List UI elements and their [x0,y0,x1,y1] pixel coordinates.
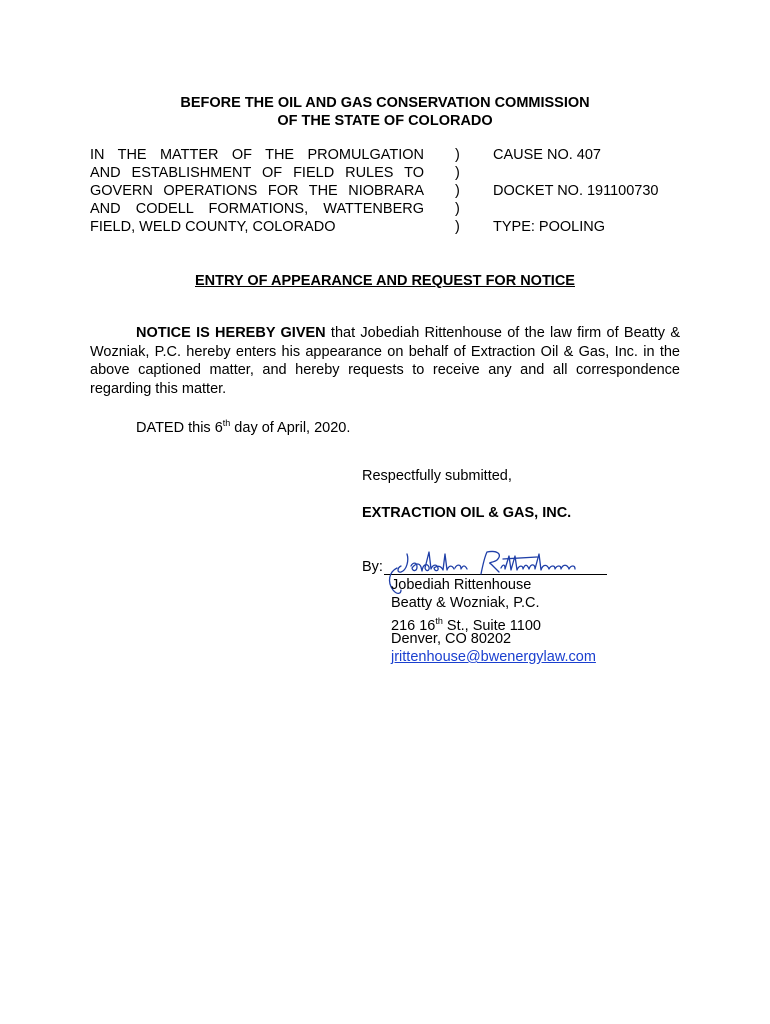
document-title: ENTRY OF APPEARANCE AND REQUEST FOR NOTICE [195,273,575,289]
dated-line [136,414,350,437]
matter-line: AND CODELL FORMATIONS, WATTENBERG [90,201,424,217]
state-heading: OF THE STATE OF COLORADO [277,113,493,129]
matter-line: FIELD, WELD COUNTY, COLORADO [90,219,336,235]
law-firm: Beatty & Wozniak, P.C. [391,595,540,611]
matter-line: IN THE MATTER OF THE PROMULGATION [90,147,424,163]
paren: ) [455,165,460,181]
dated-prefix: DATED this 6 [136,419,223,436]
attorney-name: Jobediah Rittenhouse [391,577,532,593]
email-link[interactable]: jrittenhouse@bwenergylaw.com [391,649,596,665]
dated-suffix: day of April, 2020. [230,419,351,436]
matter-caption [90,146,424,236]
street-ordinal: th [435,616,443,626]
paren: ) [455,201,460,217]
city-state-zip: Denver, CO 80202 [391,631,512,647]
cause-number: CAUSE NO. 407 [493,147,601,163]
paren: ) [455,183,460,199]
street-suffix: St., Suite 1100 [442,617,541,634]
case-type: TYPE: POOLING [493,219,605,235]
company-name: EXTRACTION OIL & GAS, INC. [362,505,572,521]
paren: ) [455,147,460,163]
matter-line: GOVERN OPERATIONS FOR THE NIOBRARA [90,183,424,199]
by-label: By: [362,559,383,575]
paren: ) [455,219,460,235]
notice-paragraph [90,324,680,398]
notice-lead: NOTICE IS HEREBY GIVEN [136,325,326,341]
dated-ordinal: th [222,418,231,428]
notice-text: that Jobediah Rittenhouse of the law firm of Beatty & Wozniak, P.C. hereby enters his appearance on behalf of Extraction Oil & Gas, Inc. in the above captioned matter, and hereby requests to receive any and all correspondence regarding this matter. [90,325,680,397]
commission-heading: BEFORE THE OIL AND GAS CONSERVATION COMMISSION [180,95,590,111]
closing: Respectfully submitted, [362,468,512,484]
matter-line: AND ESTABLISHMENT OF FIELD RULES TO [90,165,424,181]
street-prefix: 216 16 [391,617,436,634]
caption-parentheses [455,146,460,236]
docket-number: DOCKET NO. 191100730 [493,183,659,199]
